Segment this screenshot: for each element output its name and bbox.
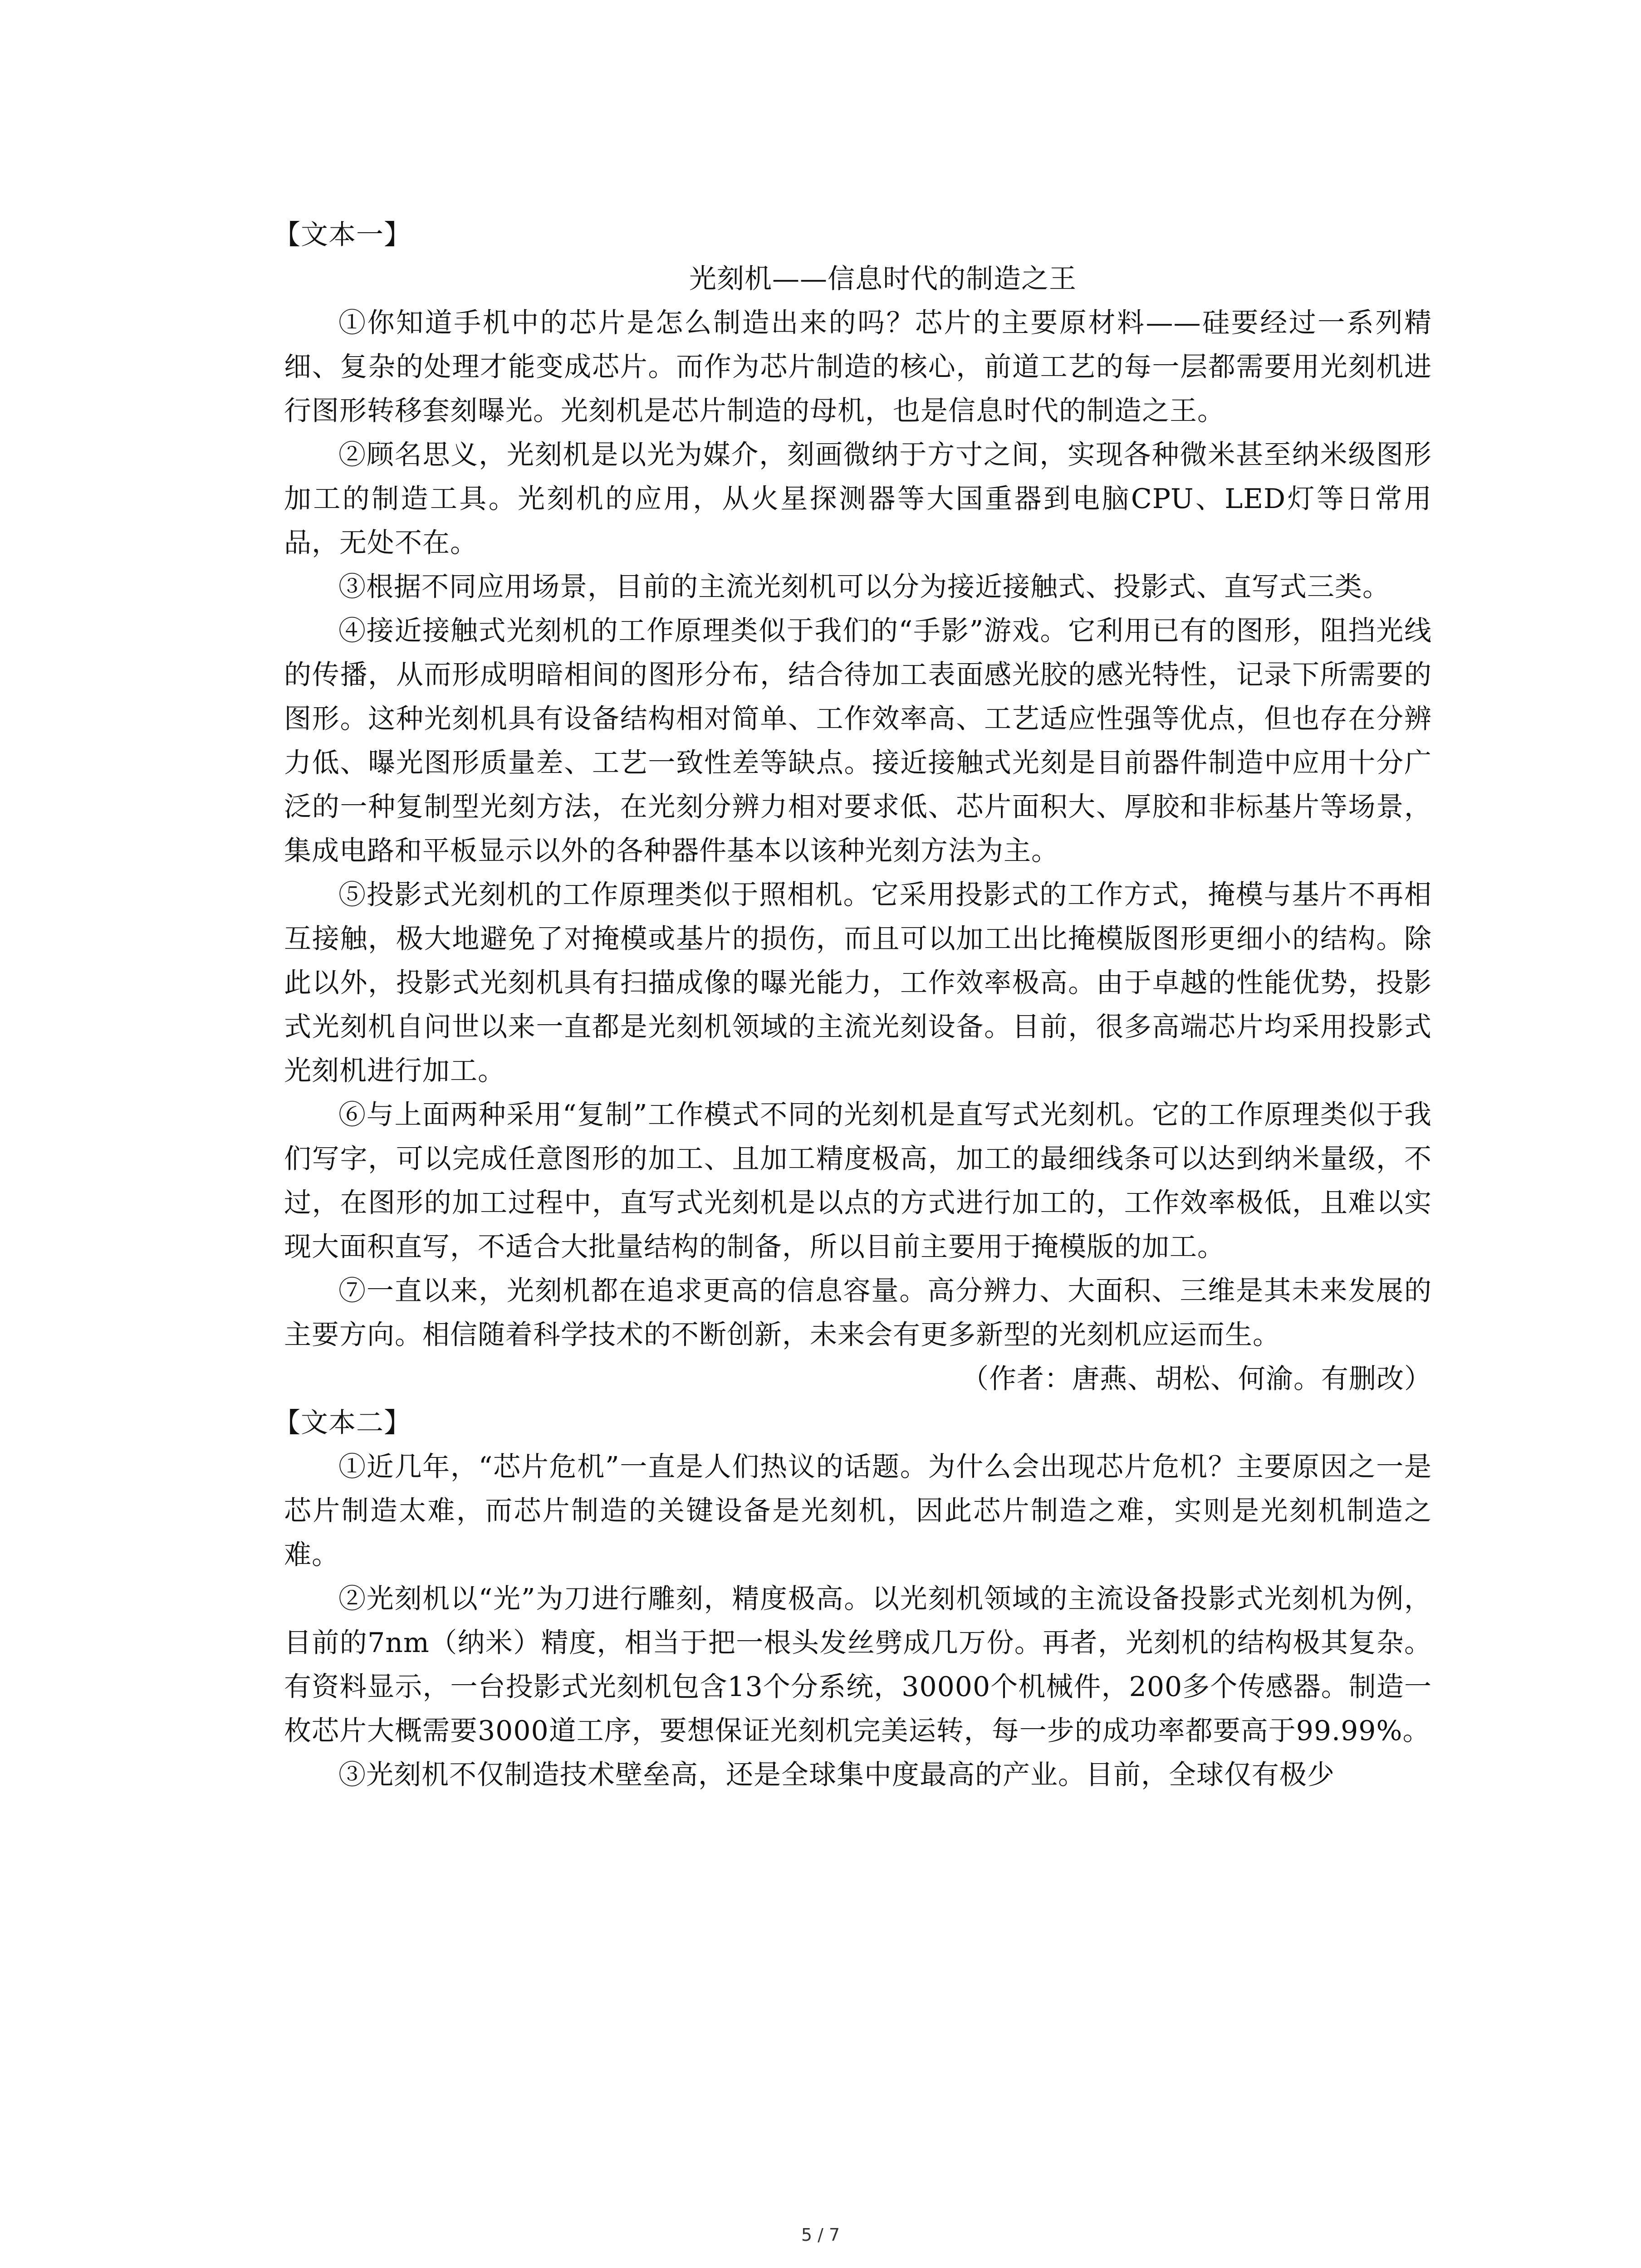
source-attribution: （作者：唐燕、胡松、何渝。有删改） (961, 1363, 1432, 1395)
text1-paragraph-6: ⑥与上面两种采用“复制”工作模式不同的光刻机是直写式光刻机。它的工作原理类似于我们写字，可以完成任意图形的加工、且加工精度极高，加工的最细线条可以达到纳米量级，不过，在图形的加工过程中，直写式光刻机是以点的方式进行加工的，工作效率极低，且难以实现大面积直写，不适合大批量结构的制备，所以目前主要用于掩模版的加工。 (284, 1099, 1432, 1263)
text1-paragraph-1: ①你知道手机中的芯片是怎么制造出来的吗？芯片的主要原材料——硅要经过一系列精细、复杂的处理才能变成芯片。而作为芯片制造的核心，前道工艺的每一层都需要用光刻机进行图形转移套刻曝光。光刻机是芯片制造的母机，也是信息时代的制造之王。 (284, 307, 1432, 427)
text1-label: 【文本一】 (273, 219, 411, 251)
text1-paragraph-4: ④接近接触式光刻机的工作原理类似于我们的“手影”游戏。它利用已有的图形，阻挡光线的传播，从而形成明暗相间的图形分布，结合待加工表面感光胶的感光特性，记录下所需要的图形。这种光刻机具有设备结构相对简单、工作效率高、工艺适应性强等优点，但也存在分辨力低、曝光图形质量差、工艺一致性差等缺点。接近接触式光刻是目前器件制造中应用十分广泛的一种复制型光刻方法，在光刻分辨力相对要求低、芯片面积大、厚胶和非标基片等场景，集成电路和平板显示以外的各种器件基本以该种光刻方法为主。 (284, 615, 1432, 867)
page-number: 5 / 7 (801, 2225, 840, 2245)
document-body (273, 213, 1432, 1797)
text2-paragraph-1: ①近几年，“芯片危机”一直是人们热议的话题。为什么会出现芯片危机？主要原因之一是芯片制造太难，而芯片制造的关键设备是光刻机，因此芯片制造之难，实则是光刻机制造之难。 (284, 1451, 1432, 1571)
text1-paragraph-7: ⑦一直以来，光刻机都在追求更高的信息容量。高分辨力、大面积、三维是其未来发展的主要方向。相信随着科学技术的不断创新，未来会有更多新型的光刻机应运而生。 (284, 1275, 1432, 1351)
text1-paragraph-5: ⑤投影式光刻机的工作原理类似于照相机。它采用投影式的工作方式，掩模与基片不再相互接触，极大地避免了对掩模或基片的损伤，而且可以加工出比掩模版图形更细小的结构。除此以外，投影式光刻机具有扫描成像的曝光能力，工作效率极高。由于卓越的性能优势，投影式光刻机自问世以来一直都是光刻机领域的主流光刻设备。目前，很多高端芯片均采用投影式光刻机进行加工。 (284, 879, 1432, 1087)
text2-paragraph-2: ②光刻机以“光”为刀进行雕刻，精度极高。以光刻机领域的主流设备投影式光刻机为例，目前的7nm（纳米）精度，相当于把一根头发丝劈成几万份。再者，光刻机的结构极其复杂。有资料显示，一台投影式光刻机包含13个分系统，30000个机械件，200多个传感器。制造一枚芯片大概需要3000道工序，要想保证光刻机完美运转，每一步的成功率都要高于99.99%。 (284, 1583, 1432, 1747)
text1-paragraph-2: ②顾名思义，光刻机是以光为媒介，刻画微纳于方寸之间，实现各种微米甚至纳米级图形加工的制造工具。光刻机的应用，从火星探测器等大国重器到电脑CPU、LED灯等日常用品，无处不在。 (284, 439, 1432, 559)
text2-paragraph-3: ③光刻机不仅制造技术壁垒高，还是全球集中度最高的产业。目前，全球仅有极少 (338, 1759, 1335, 1791)
article-title: 光刻机——信息时代的制造之王 (689, 263, 1077, 295)
text1-paragraph-3: ③根据不同应用场景，目前的主流光刻机可以分为接近接触式、投影式、直写式三类。 (338, 571, 1390, 603)
text2-label: 【文本二】 (273, 1407, 411, 1439)
